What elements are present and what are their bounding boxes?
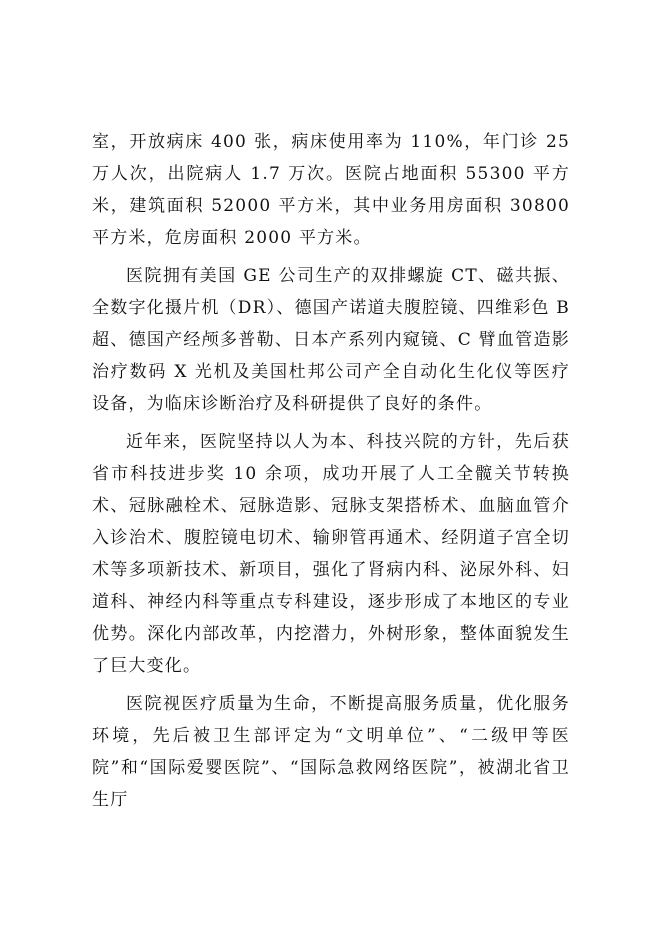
paragraph-quality-honors: 医院视医疗质量为生命，不断提高服务质量，优化服务环境，先后被卫生部评定为“文明单位”、“二级甲等医院”和“国际爱婴医院”、“国际急救网络医院”，被湖北省卫生厅 — [92, 694, 570, 810]
document-body — [92, 126, 570, 822]
paragraph-hospital-stats: 室，开放病床 400 张，病床使用率为 110%，年门诊 25 万人次，出院病人 1.7 万次。医院占地面积 55300 平方米，建筑面积 52000 平方米，其中业务用房面积 30800 平方米，危房面积 2000 平方米。 — [92, 132, 570, 248]
paragraph-medical-equipment: 医院拥有美国 GE 公司生产的双排螺旋 CT、磁共振、全数字化摄片机（DR）、德国产诺道夫腹腔镜、四维彩色 B 超、德国产经颅多普勒、日本产系列内窥镜、C 臂血管造影治疗数码 X 光机及美国杜邦公司产全自动化生化仪等医疗设备，为临床诊断治疗及科研提供了良好的条件。 — [92, 266, 570, 414]
paragraph-achievements: 近年来，医院坚持以人为本、科技兴院的方针，先后获省市科技进步奖 10 余项，成功开展了人工全髋关节转换术、冠脉融栓术、冠脉造影、冠脉支架搭桥术、血脑血管介入诊治术、腹腔镜电切术、输卵管再通术、经阴道子宫全切术等多项新技术、新项目，强化了肾病内科、泌尿外科、妇道科、神经内科等重点专科建设，逐步形成了本地区的专业优势。深化内部改革，内挖潜力，外树形象，整体面貌发生了巨大变化。 — [92, 432, 570, 676]
